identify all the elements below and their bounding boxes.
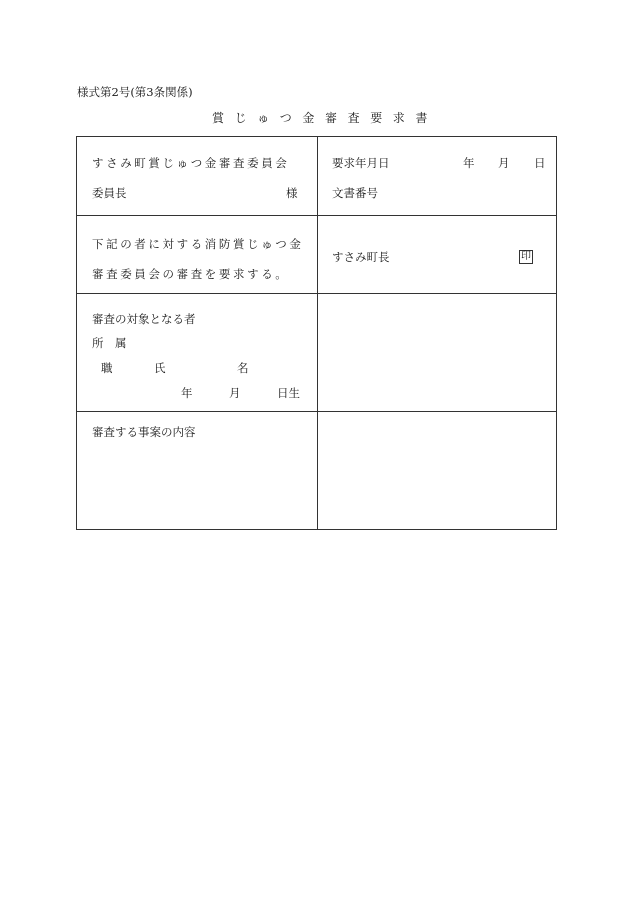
form-row-matter	[77, 412, 557, 530]
birth-month-label: 月	[229, 386, 241, 400]
form-row-subject	[77, 294, 557, 412]
request-statement-line1: 下記の者に対する消防賞じゅつ金	[92, 237, 304, 251]
matter-cell	[77, 412, 318, 530]
request-statement-cell	[77, 216, 318, 294]
seal-mark	[519, 248, 533, 264]
subject-blank-cell	[318, 294, 557, 412]
request-statement-line2: 審査委員会の審査を要求する。	[92, 267, 290, 281]
matter-label: 審査する事案の内容	[92, 425, 196, 439]
addressee-cell	[77, 137, 318, 216]
surname-label: 氏	[154, 361, 166, 375]
birth-year-label: 年	[181, 386, 193, 400]
request-date-year: 年	[463, 156, 475, 170]
mayor-cell	[318, 216, 557, 294]
form-row-addressee	[77, 137, 557, 216]
request-date-day: 日	[534, 156, 546, 170]
position-label: 職	[101, 361, 113, 375]
mayor-label: すさみ町長	[332, 250, 390, 264]
request-form-table	[76, 136, 557, 530]
form-reference: 様式第2号(第3条関係)	[77, 85, 193, 99]
given-name-label: 名	[237, 361, 249, 375]
document-title: 賞じゅつ金審査要求書	[212, 111, 439, 125]
subject-cell	[77, 294, 318, 412]
form-row-request	[77, 216, 557, 294]
birth-day-label: 日生	[277, 386, 300, 400]
subject-label: 審査の対象となる者	[92, 312, 196, 326]
request-date-month: 月	[498, 156, 510, 170]
request-info-cell	[318, 137, 557, 216]
document-number-label: 文書番号	[332, 186, 378, 200]
matter-blank-cell	[318, 412, 557, 530]
request-date-label: 要求年月日	[332, 156, 390, 170]
seal-icon: 印	[521, 251, 531, 262]
affiliation-label: 所 属	[92, 336, 127, 350]
committee-name: すさみ町賞じゅつ金審査委員会	[92, 156, 290, 170]
chair-label: 委員長	[92, 186, 127, 200]
honorific-sama: 様	[286, 186, 298, 200]
